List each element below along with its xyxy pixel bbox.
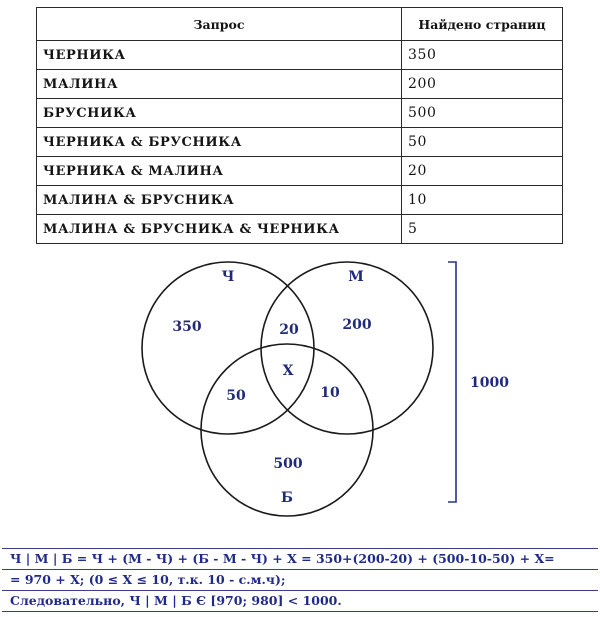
row-found: 10 — [402, 186, 563, 215]
region-ch-b: 50 — [226, 388, 246, 404]
circle-ch — [142, 262, 314, 434]
venn-diagram — [0, 250, 600, 540]
query-table — [36, 7, 563, 244]
formula-line-1: Ч | М | Б = Ч + (М - Ч) + (Б - М - Ч) + X = 350+(200-20) + (500-10-50) + X= — [2, 548, 598, 570]
table-row — [37, 41, 563, 70]
row-found: 5 — [402, 215, 563, 244]
header-found: Найдено страниц — [402, 8, 563, 41]
row-found: 50 — [402, 128, 563, 157]
table-row — [37, 157, 563, 186]
region-ch-m: 20 — [279, 322, 299, 338]
total-label: 1000 — [470, 375, 509, 391]
table-row — [37, 70, 563, 99]
table-row — [37, 186, 563, 215]
table-row — [37, 215, 563, 244]
row-found: 500 — [402, 99, 563, 128]
row-query: БРУСНИКА — [37, 99, 402, 128]
row-query: ЧЕРНИКА & МАЛИНА — [37, 157, 402, 186]
table-row — [37, 128, 563, 157]
table-row — [37, 99, 563, 128]
formula-box — [2, 548, 598, 612]
row-found: 350 — [402, 41, 563, 70]
region-m-only: 200 — [342, 317, 372, 333]
label-ch: Ч — [221, 269, 235, 285]
region-b-only: 500 — [273, 456, 303, 472]
formula-line-3: Следовательно, Ч | М | Б Є [970; 980] < 1000. — [2, 591, 598, 612]
region-ch-only: 350 — [172, 319, 202, 335]
header-query: Запрос — [37, 8, 402, 41]
row-query: ЧЕРНИКА — [37, 41, 402, 70]
row-query: МАЛИНА & БРУСНИКА — [37, 186, 402, 215]
label-m: М — [348, 269, 364, 285]
row-found: 20 — [402, 157, 563, 186]
row-query: МАЛИНА — [37, 70, 402, 99]
table-header-row — [37, 8, 563, 41]
circle-m — [261, 262, 433, 434]
row-query: ЧЕРНИКА & БРУСНИКА — [37, 128, 402, 157]
region-m-b: 10 — [320, 385, 340, 401]
formula-line-2: = 970 + X; (0 ≤ X ≤ 10, т.к. 10 - с.м.ч); — [2, 570, 598, 591]
region-center: X — [282, 363, 294, 379]
row-query: МАЛИНА & БРУСНИКА & ЧЕРНИКА — [37, 215, 402, 244]
total-brace — [448, 262, 456, 502]
label-b: Б — [281, 490, 293, 506]
row-found: 200 — [402, 70, 563, 99]
